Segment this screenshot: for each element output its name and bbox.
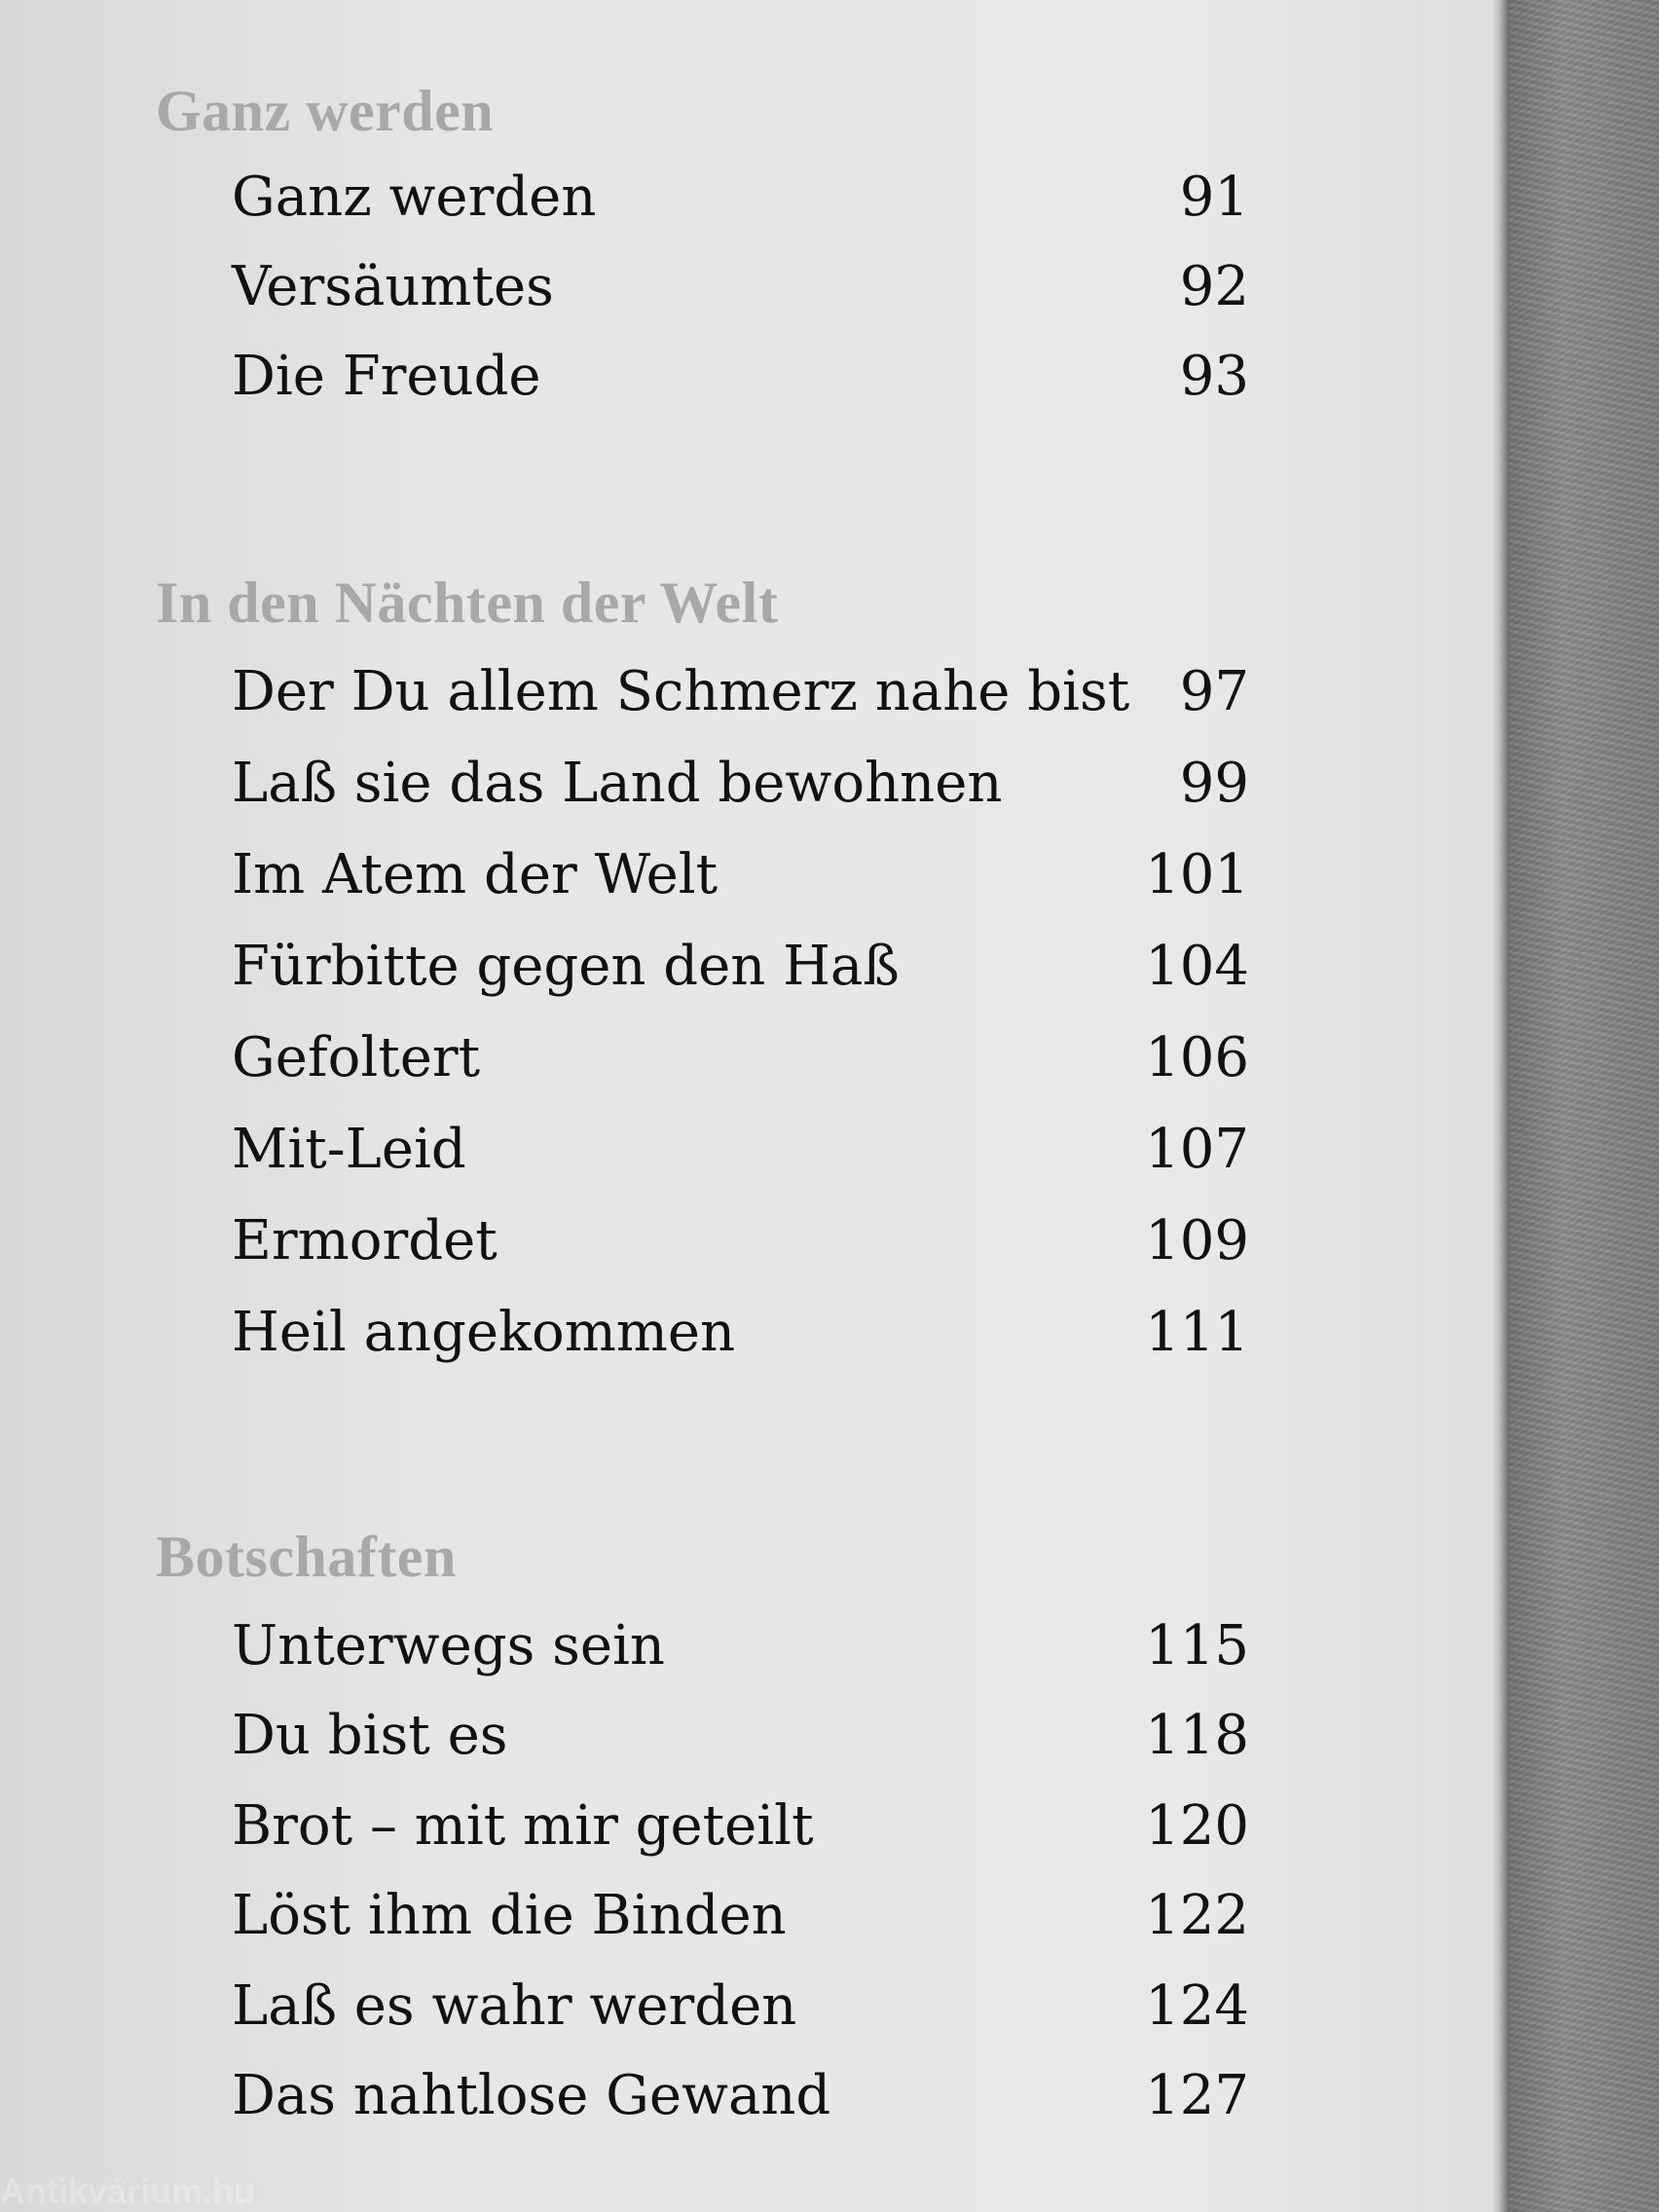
book-page-edge [1490,0,1509,2212]
entry-title: Brot – mit mir geteilt [232,1794,814,1858]
entry-page-number: 99 [1179,752,1249,815]
toc-entry [232,752,1249,830]
entry-page-number: 97 [1179,660,1249,723]
section-title-in-den-naechten-der-welt: In den Nächten der Welt [156,571,779,635]
entry-page-number: 118 [1145,1704,1249,1767]
entry-title: Das nahtlose Gewand [232,2064,831,2127]
toc-entry [232,1118,1249,1196]
section-title-ganz-werden: Ganz werden [156,79,495,143]
entry-title: Die Freude [232,345,541,408]
entry-page-number: 120 [1145,1794,1249,1858]
toc-entry [232,1301,1249,1379]
entry-title: Laß sie das Land bewohnen [232,752,1003,815]
entry-page-number: 93 [1179,345,1249,408]
toc-entry [232,255,1249,333]
entry-title: Mit-Leid [232,1118,466,1181]
toc-entry [232,1209,1249,1287]
toc-entry [232,2064,1249,2142]
entry-page-number: 107 [1145,1118,1249,1181]
entry-page-number: 111 [1145,1301,1249,1364]
toc-entry [232,1974,1249,2052]
toc-entry [232,345,1249,423]
toc-entry [232,1794,1249,1872]
entry-title: Fürbitte gegen den Haß [232,935,900,998]
entry-title: Im Atem der Welt [232,843,719,906]
entry-page-number: 92 [1179,255,1249,318]
entry-page-number: 124 [1145,1974,1249,2038]
entry-title: Ganz werden [232,166,597,229]
entry-page-number: 101 [1145,843,1249,906]
entry-page-number: 91 [1179,166,1249,229]
entry-title: Ermordet [232,1209,498,1272]
entry-page-number: 106 [1145,1026,1249,1089]
entry-page-number: 127 [1145,2064,1249,2127]
watermark: Antikvárium.hu [0,2171,256,2211]
entry-title: Unterwegs sein [232,1614,665,1677]
toc-entry [232,935,1249,1013]
entry-page-number: 122 [1145,1884,1249,1947]
entry-title: Du bist es [232,1704,508,1767]
entry-title: Der Du allem Schmerz nahe bist [232,660,1130,723]
toc-entry [232,843,1249,921]
toc-entry [232,660,1249,738]
entry-title: Versäumtes [232,255,554,318]
toc-entry [232,1026,1249,1104]
toc-entry [232,166,1249,243]
toc-entry [232,1614,1249,1692]
section-title-botschaften: Botschaften [156,1525,457,1589]
entry-title: Löst ihm die Binden [232,1884,787,1947]
entry-title: Heil angekommen [232,1301,736,1364]
background-surface [1499,0,1659,2212]
toc-entry [232,1704,1249,1782]
entry-page-number: 115 [1145,1614,1249,1677]
toc-entry [232,1884,1249,1962]
entry-title: Gefoltert [232,1026,481,1089]
entry-title: Laß es wahr werden [232,1974,797,2038]
entry-page-number: 109 [1145,1209,1249,1272]
entry-page-number: 104 [1145,935,1249,998]
